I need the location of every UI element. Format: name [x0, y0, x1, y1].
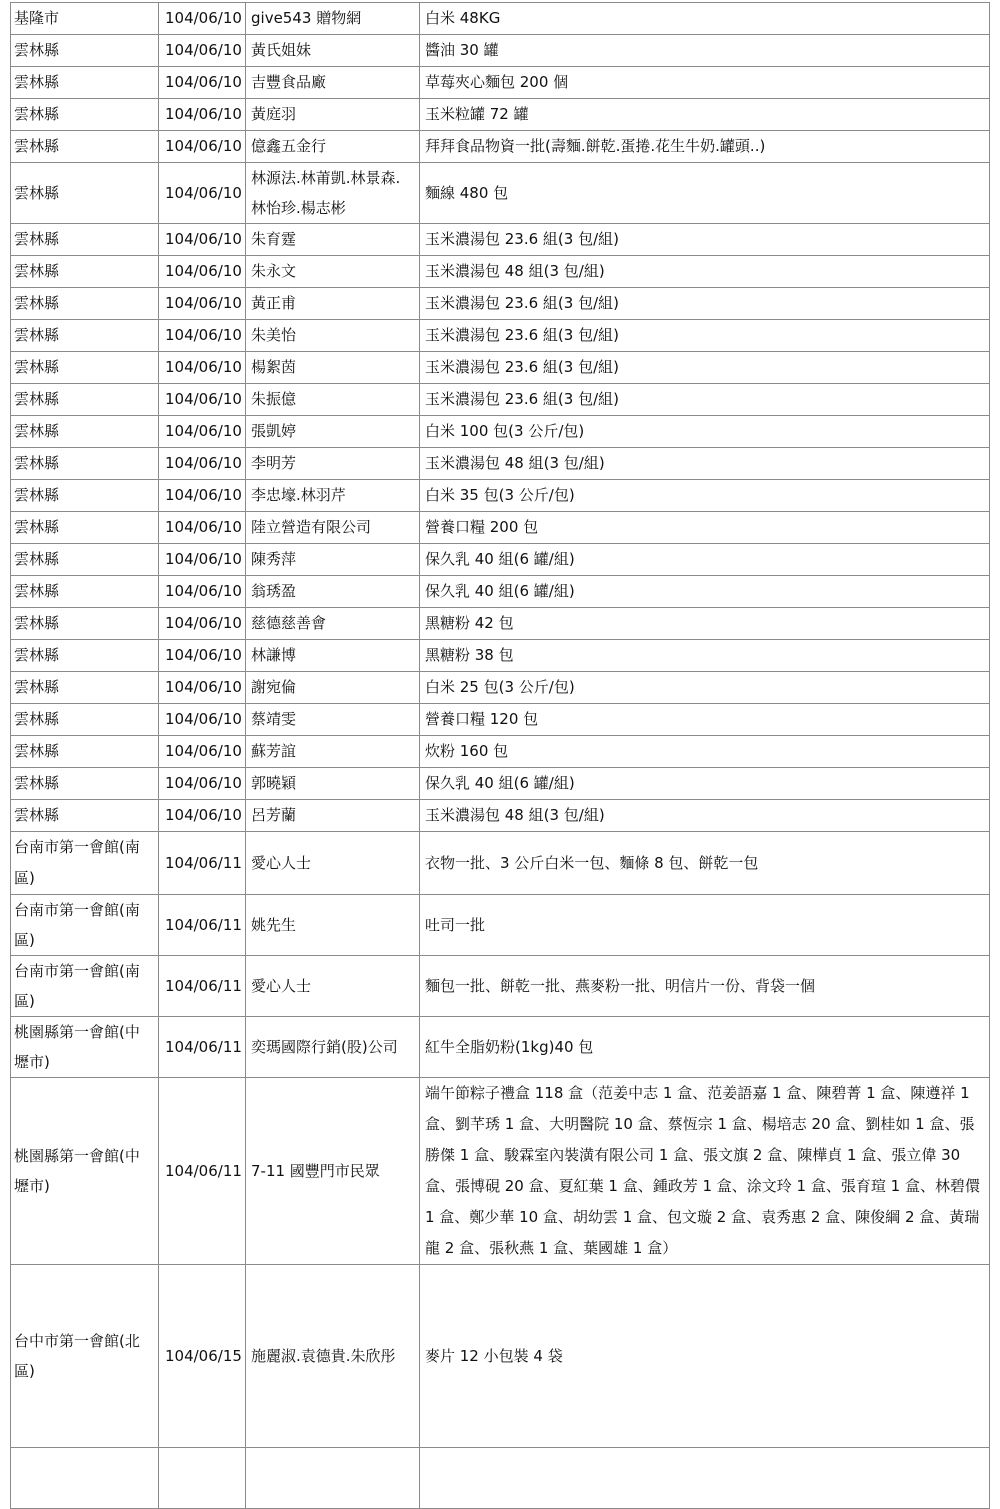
region-cell: 雲林縣	[11, 480, 159, 512]
table-row	[11, 512, 990, 544]
donation-table	[10, 2, 990, 1509]
item-cell: 玉米濃湯包 48 組(3 包/組)	[420, 448, 990, 480]
item-cell: 草莓夾心麵包 200 個	[420, 67, 990, 99]
region-cell: 雲林縣	[11, 131, 159, 163]
table-row	[11, 352, 990, 384]
date-cell: 104/06/10	[159, 352, 246, 384]
date-cell: 104/06/10	[159, 416, 246, 448]
item-cell: 營養口糧 120 包	[420, 704, 990, 736]
region-cell: 基隆市	[11, 3, 159, 35]
table-row	[11, 1078, 990, 1265]
region-cell: 桃園縣第一會館(中壢市)	[11, 1078, 159, 1265]
item-cell: 拜拜食品物資一批(壽麵.餅乾.蛋捲.花生牛奶.罐頭..)	[420, 131, 990, 163]
donor-cell: give543 贈物網	[246, 3, 420, 35]
donor-cell: 蘇芳誼	[246, 736, 420, 768]
table-row	[11, 768, 990, 800]
table-row	[11, 576, 990, 608]
donor-cell: 翁琇盈	[246, 576, 420, 608]
region-cell	[11, 1448, 159, 1509]
donor-cell: 楊絮茵	[246, 352, 420, 384]
table-row	[11, 67, 990, 99]
date-cell	[159, 1448, 246, 1509]
donor-cell: 慈德慈善會	[246, 608, 420, 640]
region-cell: 雲林縣	[11, 163, 159, 224]
item-cell	[420, 1448, 990, 1509]
region-cell: 雲林縣	[11, 608, 159, 640]
date-cell: 104/06/10	[159, 35, 246, 67]
donor-cell: 朱育霆	[246, 224, 420, 256]
donor-cell: 李忠壕.林羽芹	[246, 480, 420, 512]
region-cell: 雲林縣	[11, 544, 159, 576]
donation-table-container	[10, 2, 990, 1509]
table-row	[11, 224, 990, 256]
donor-cell	[246, 1448, 420, 1509]
region-cell: 雲林縣	[11, 384, 159, 416]
item-cell: 白米 100 包(3 公斤/包)	[420, 416, 990, 448]
donor-cell: 朱永文	[246, 256, 420, 288]
region-cell: 雲林縣	[11, 99, 159, 131]
date-cell: 104/06/11	[159, 1017, 246, 1078]
date-cell: 104/06/10	[159, 576, 246, 608]
item-cell: 麵包一批、餅乾一批、燕麥粉一批、明信片一份、背袋一個	[420, 956, 990, 1017]
region-cell: 雲林縣	[11, 800, 159, 832]
date-cell: 104/06/10	[159, 288, 246, 320]
item-cell: 吐司一批	[420, 895, 990, 956]
region-cell: 雲林縣	[11, 704, 159, 736]
donor-cell: 億鑫五金行	[246, 131, 420, 163]
table-row	[11, 256, 990, 288]
item-cell: 玉米濃湯包 23.6 組(3 包/組)	[420, 320, 990, 352]
donor-cell: 朱美怡	[246, 320, 420, 352]
item-cell: 衣物一批、3 公斤白米一包、麵條 8 包、餅乾一包	[420, 832, 990, 895]
item-cell: 麥片 12 小包裝 4 袋	[420, 1265, 990, 1448]
table-row	[11, 288, 990, 320]
region-cell: 雲林縣	[11, 512, 159, 544]
date-cell: 104/06/10	[159, 544, 246, 576]
table-row	[11, 320, 990, 352]
table-row	[11, 608, 990, 640]
table-row	[11, 832, 990, 895]
item-cell: 玉米粒罐 72 罐	[420, 99, 990, 131]
item-cell: 醬油 30 罐	[420, 35, 990, 67]
donor-cell: 呂芳蘭	[246, 800, 420, 832]
donor-cell: 蔡靖雯	[246, 704, 420, 736]
date-cell: 104/06/10	[159, 800, 246, 832]
table-row	[11, 736, 990, 768]
date-cell: 104/06/10	[159, 480, 246, 512]
item-cell: 保久乳 40 組(6 罐/組)	[420, 768, 990, 800]
date-cell: 104/06/11	[159, 832, 246, 895]
donation-table-body	[11, 3, 990, 1509]
donor-cell: 施麗淑.袁德貴.朱欣彤	[246, 1265, 420, 1448]
date-cell: 104/06/10	[159, 67, 246, 99]
item-cell: 保久乳 40 組(6 罐/組)	[420, 544, 990, 576]
table-row	[11, 3, 990, 35]
donor-cell: 張凱婷	[246, 416, 420, 448]
donor-cell: 愛心人士	[246, 832, 420, 895]
region-cell: 雲林縣	[11, 576, 159, 608]
donor-cell: 黃正甫	[246, 288, 420, 320]
date-cell: 104/06/10	[159, 448, 246, 480]
date-cell: 104/06/10	[159, 704, 246, 736]
donor-cell: 奕瑪國際行銷(股)公司	[246, 1017, 420, 1078]
table-row	[11, 131, 990, 163]
region-cell: 雲林縣	[11, 416, 159, 448]
region-cell: 雲林縣	[11, 288, 159, 320]
date-cell: 104/06/10	[159, 320, 246, 352]
date-cell: 104/06/10	[159, 224, 246, 256]
item-cell: 黑糖粉 38 包	[420, 640, 990, 672]
date-cell: 104/06/10	[159, 640, 246, 672]
table-row	[11, 640, 990, 672]
table-row	[11, 800, 990, 832]
table-row	[11, 704, 990, 736]
table-row	[11, 384, 990, 416]
date-cell: 104/06/10	[159, 131, 246, 163]
donor-cell: 吉豐食品廠	[246, 67, 420, 99]
region-cell: 台南市第一會館(南區)	[11, 895, 159, 956]
region-cell: 雲林縣	[11, 35, 159, 67]
region-cell: 雲林縣	[11, 672, 159, 704]
date-cell: 104/06/15	[159, 1265, 246, 1448]
table-row	[11, 163, 990, 224]
donor-cell: 陳秀萍	[246, 544, 420, 576]
region-cell: 雲林縣	[11, 352, 159, 384]
region-cell: 雲林縣	[11, 320, 159, 352]
donor-cell: 朱振億	[246, 384, 420, 416]
date-cell: 104/06/11	[159, 1078, 246, 1265]
date-cell: 104/06/11	[159, 895, 246, 956]
table-row	[11, 895, 990, 956]
region-cell: 台南市第一會館(南區)	[11, 956, 159, 1017]
date-cell: 104/06/10	[159, 99, 246, 131]
donor-cell: 林謙博	[246, 640, 420, 672]
table-row	[11, 1448, 990, 1509]
region-cell: 雲林縣	[11, 224, 159, 256]
date-cell: 104/06/11	[159, 956, 246, 1017]
item-cell: 保久乳 40 組(6 罐/組)	[420, 576, 990, 608]
item-cell: 白米 25 包(3 公斤/包)	[420, 672, 990, 704]
item-cell: 白米 35 包(3 公斤/包)	[420, 480, 990, 512]
item-cell: 黑糖粉 42 包	[420, 608, 990, 640]
item-cell: 玉米濃湯包 23.6 組(3 包/組)	[420, 384, 990, 416]
region-cell: 台南市第一會館(南區)	[11, 832, 159, 895]
donor-cell: 李明芳	[246, 448, 420, 480]
item-cell: 炊粉 160 包	[420, 736, 990, 768]
table-row	[11, 448, 990, 480]
item-cell: 麵線 480 包	[420, 163, 990, 224]
region-cell: 雲林縣	[11, 67, 159, 99]
donor-cell: 7-11 國豐門市民眾	[246, 1078, 420, 1265]
date-cell: 104/06/10	[159, 736, 246, 768]
region-cell: 雲林縣	[11, 448, 159, 480]
item-cell: 端午節粽子禮盒 118 盒（范姜中志 1 盒、范姜語嘉 1 盒、陳碧菁 1 盒、陳遵祥 1 盒、劉芊琇 1 盒、大明醫院 10 盒、蔡恆宗 1 盒、楊培志 20 盒、劉桂如 1 盒、張勝傑 1 盒、駿霖室內裝潢有限公司 1 盒、張文旗 2 盒、陳樺貞 1 盒、張立偉 30 盒、張博硯 20 盒、夏紅葉 1 盒、鍾政芳 1 盒、涂文玲 1 盒、張育瑄 1 盒、林碧儇 1 盒、鄭少華 10 盒、胡幼雲 1 盒、包文璇 2 盒、袁秀惠 2 盒、陳俊綱 2 盒、黃瑞龍 2 盒、張秋燕 1 盒、葉國雄 1 盒）	[420, 1078, 990, 1265]
donor-cell: 黃庭羽	[246, 99, 420, 131]
date-cell: 104/06/10	[159, 384, 246, 416]
table-row	[11, 1265, 990, 1448]
date-cell: 104/06/10	[159, 608, 246, 640]
region-cell: 桃園縣第一會館(中壢市)	[11, 1017, 159, 1078]
donor-cell: 林源法.林莆凱.林景森.林怡珍.楊志彬	[246, 163, 420, 224]
table-row	[11, 480, 990, 512]
item-cell: 玉米濃湯包 23.6 組(3 包/組)	[420, 288, 990, 320]
region-cell: 雲林縣	[11, 736, 159, 768]
item-cell: 玉米濃湯包 23.6 組(3 包/組)	[420, 352, 990, 384]
region-cell: 雲林縣	[11, 768, 159, 800]
donor-cell: 姚先生	[246, 895, 420, 956]
donor-cell: 謝宛倫	[246, 672, 420, 704]
table-row	[11, 99, 990, 131]
table-row	[11, 35, 990, 67]
table-row	[11, 416, 990, 448]
table-row	[11, 544, 990, 576]
item-cell: 營養口糧 200 包	[420, 512, 990, 544]
item-cell: 白米 48KG	[420, 3, 990, 35]
table-row	[11, 956, 990, 1017]
item-cell: 玉米濃湯包 48 組(3 包/組)	[420, 800, 990, 832]
item-cell: 玉米濃湯包 23.6 組(3 包/組)	[420, 224, 990, 256]
date-cell: 104/06/10	[159, 672, 246, 704]
region-cell: 台中市第一會館(北區)	[11, 1265, 159, 1448]
table-row	[11, 1017, 990, 1078]
donor-cell: 愛心人士	[246, 956, 420, 1017]
region-cell: 雲林縣	[11, 256, 159, 288]
table-row	[11, 672, 990, 704]
date-cell: 104/06/10	[159, 3, 246, 35]
date-cell: 104/06/10	[159, 256, 246, 288]
item-cell: 玉米濃湯包 48 組(3 包/組)	[420, 256, 990, 288]
date-cell: 104/06/10	[159, 768, 246, 800]
donor-cell: 陸立營造有限公司	[246, 512, 420, 544]
item-cell: 紅牛全脂奶粉(1kg)40 包	[420, 1017, 990, 1078]
region-cell: 雲林縣	[11, 640, 159, 672]
date-cell: 104/06/10	[159, 163, 246, 224]
donor-cell: 黃氏姐妹	[246, 35, 420, 67]
donor-cell: 郭曉穎	[246, 768, 420, 800]
date-cell: 104/06/10	[159, 512, 246, 544]
